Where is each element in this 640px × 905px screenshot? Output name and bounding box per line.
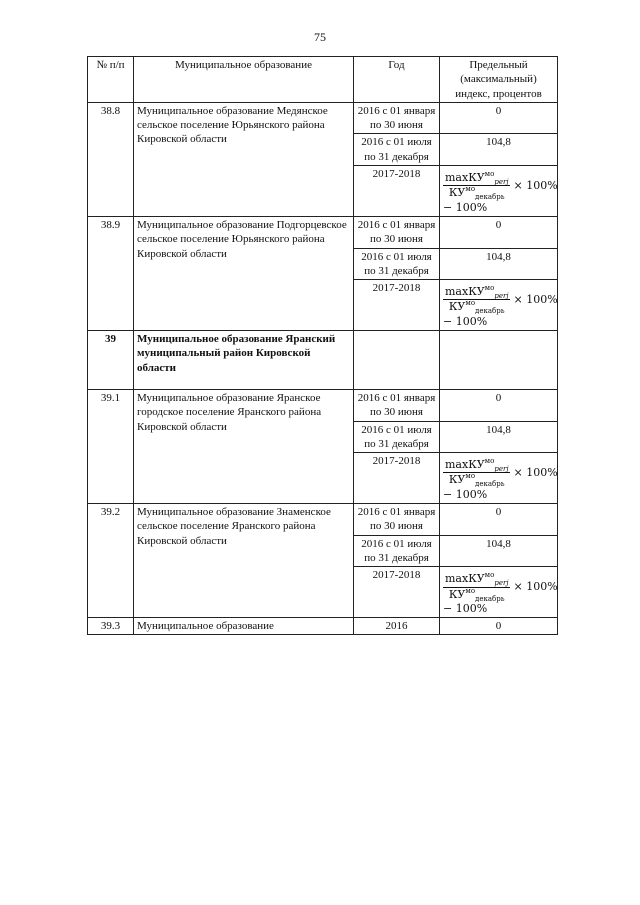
period-year: 2016	[354, 618, 440, 635]
formula-max: max	[445, 171, 469, 185]
formula-sub-top: perj	[494, 292, 509, 301]
period-year: 2017-2018	[354, 567, 440, 618]
table-row	[88, 102, 558, 134]
period-year: 2016 с 01 июля по 31 декабря	[354, 421, 440, 453]
formula-times: × 100%	[513, 292, 558, 306]
row-number: 38.8	[88, 102, 134, 216]
table-row	[88, 216, 558, 248]
formula-sub-top: perj	[494, 579, 509, 588]
formula-sub-top: perj	[494, 178, 509, 187]
formula-sub-bottom: декабрь	[475, 594, 505, 603]
period-index: 104,8	[440, 134, 558, 166]
formula-minus: − 100%	[443, 200, 488, 214]
row-number: 39.1	[88, 389, 134, 503]
index-formula-cell	[440, 280, 558, 331]
table-body	[88, 102, 558, 635]
formula-sub-bottom: декабрь	[475, 307, 505, 316]
formula-minus: − 100%	[443, 601, 488, 615]
period-index: 0	[440, 102, 558, 134]
formula-sup: мо	[465, 586, 476, 595]
period-index	[440, 331, 558, 390]
formula-minus: − 100%	[443, 487, 488, 501]
period-index: 0	[440, 216, 558, 248]
municipality-name: Муниципальное образование Яранское городское поселение Яранского района Кировской области	[134, 389, 354, 503]
index-formula	[443, 454, 558, 502]
period-year: 2016 с 01 июля по 31 декабря	[354, 248, 440, 280]
period-index: 0	[440, 389, 558, 421]
row-number: 39.2	[88, 504, 134, 618]
formula-sup: мо	[484, 571, 495, 580]
formula-sup: мо	[465, 299, 476, 308]
period-year: 2016 с 01 января по 30 июня	[354, 389, 440, 421]
formula-times: × 100%	[513, 178, 558, 192]
table-row	[88, 331, 558, 390]
row-number: 39	[88, 331, 134, 390]
formula-sub-top: perj	[494, 465, 509, 474]
period-year	[354, 331, 440, 390]
formula-max: max	[445, 458, 469, 472]
period-year: 2016 с 01 января по 30 июня	[354, 216, 440, 248]
formula-ku: КУ	[468, 572, 485, 586]
row-number: 38.9	[88, 216, 134, 330]
formula-sup: мо	[465, 185, 476, 194]
formula-sup: мо	[484, 284, 495, 293]
period-year: 2016 с 01 января по 30 июня	[354, 102, 440, 134]
index-formula-cell	[440, 453, 558, 504]
index-formula	[443, 568, 558, 616]
period-year: 2016 с 01 января по 30 июня	[354, 504, 440, 536]
period-year: 2017-2018	[354, 453, 440, 504]
formula-max: max	[445, 572, 469, 586]
formula-minus: − 100%	[443, 314, 488, 328]
formula-sup: мо	[465, 472, 476, 481]
period-year: 2016 с 01 июля по 31 декабря	[354, 134, 440, 166]
formula-sub-bottom: декабрь	[475, 480, 505, 489]
index-table	[87, 56, 558, 635]
municipality-name: Муниципальное образование Медянское сельское поселение Юрьянского района Кировской области	[134, 102, 354, 216]
index-formula	[443, 281, 558, 329]
municipality-name: Муниципальное образование	[134, 618, 354, 635]
formula-sub-bottom: декабрь	[475, 193, 505, 202]
formula-times: × 100%	[513, 465, 558, 479]
formula-ku: КУ	[468, 171, 485, 185]
formula-sup: мо	[484, 457, 495, 466]
table-row	[88, 618, 558, 635]
period-index: 104,8	[440, 421, 558, 453]
row-number: 39.3	[88, 618, 134, 635]
formula-max: max	[445, 285, 469, 299]
formula-times: × 100%	[513, 579, 558, 593]
period-index: 104,8	[440, 248, 558, 280]
header-municipality: Муниципальное образование	[134, 57, 354, 103]
period-year: 2016 с 01 июля по 31 декабря	[354, 535, 440, 567]
period-year: 2017-2018	[354, 166, 440, 217]
table-row	[88, 504, 558, 536]
formula-ku: КУ	[448, 473, 466, 487]
index-formula	[443, 167, 558, 215]
index-formula-cell	[440, 567, 558, 618]
header-year: Год	[354, 57, 440, 103]
formula-ku: КУ	[448, 186, 466, 200]
formula-ku: КУ	[468, 285, 485, 299]
formula-ku: КУ	[468, 458, 485, 472]
formula-ku: КУ	[448, 587, 466, 601]
period-year: 2017-2018	[354, 280, 440, 331]
municipality-name: Муниципальное образование Подгорцевское сельское поселение Юрьянского района Кировской области	[134, 216, 354, 330]
index-formula-cell	[440, 166, 558, 217]
period-index: 0	[440, 618, 558, 635]
formula-ku: КУ	[448, 300, 466, 314]
table-header-row	[88, 57, 558, 103]
page-number: 75	[314, 30, 326, 44]
municipality-name: Муниципальное образование Знаменское сельское поселение Яранского района Кировской области	[134, 504, 354, 618]
header-num: № п/п	[88, 57, 134, 103]
municipality-name: Муниципальное образование Яранский муниципальный район Кировской области	[134, 331, 354, 390]
period-index: 0	[440, 504, 558, 536]
formula-sup: мо	[484, 170, 495, 179]
header-index: Предельный (максимальный) индекс, процентов	[440, 57, 558, 103]
period-index: 104,8	[440, 535, 558, 567]
table-row	[88, 389, 558, 421]
